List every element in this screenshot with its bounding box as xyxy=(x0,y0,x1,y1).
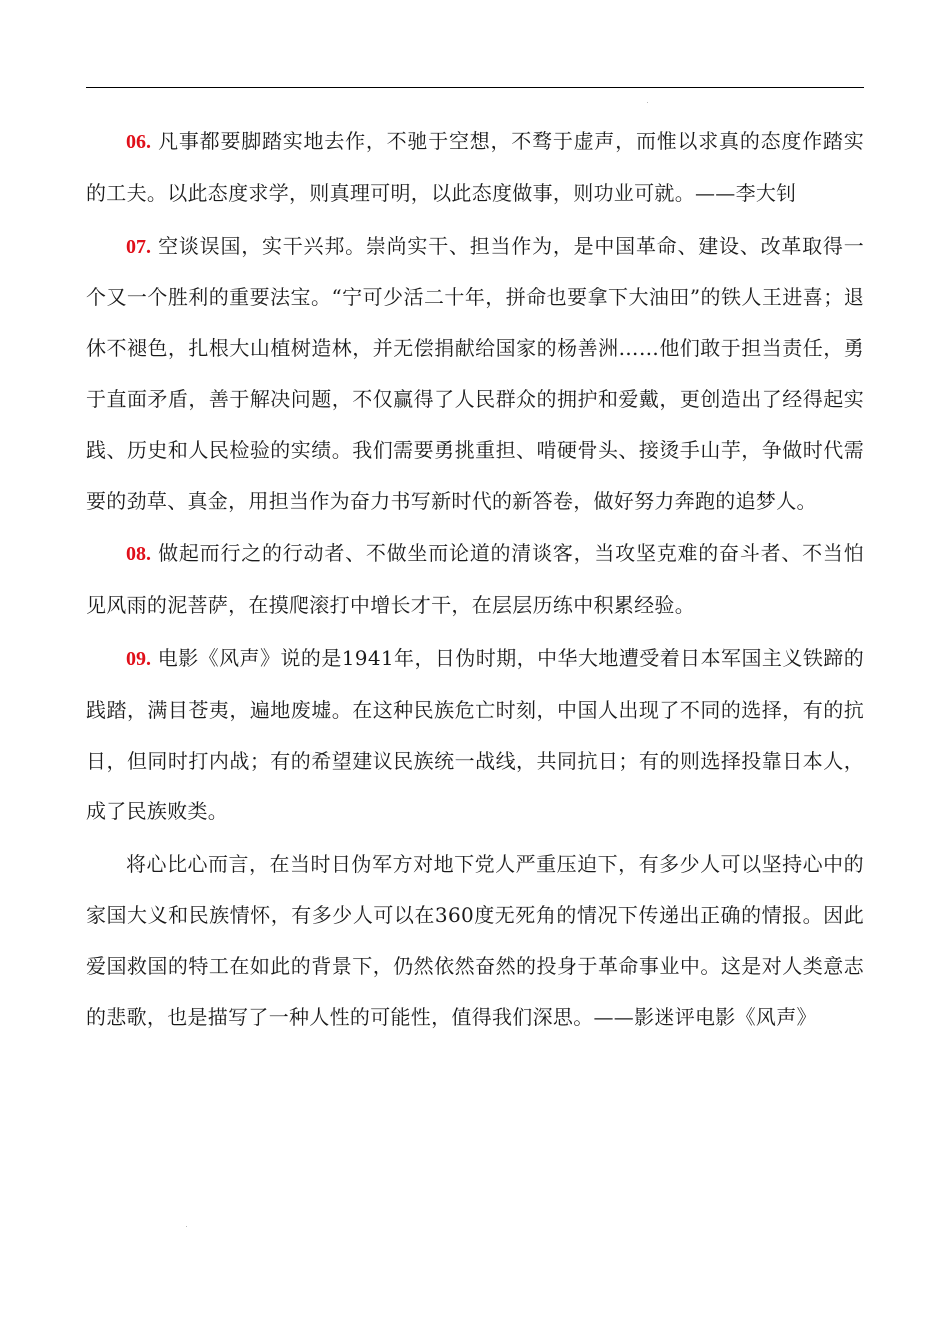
paragraph-number: 08. xyxy=(126,543,151,566)
paragraph-text: 做起而行之的行动者、不做坐而论道的清谈客，当攻坚克难的奋斗者、不当怕见风雨的泥菩萨，在摸爬滚打中增长才干，在层层历练中积累经验。 xyxy=(86,541,864,618)
paragraph-09-continued xyxy=(86,839,864,1042)
scan-speck xyxy=(186,1226,187,1227)
paragraph-06 xyxy=(86,116,864,219)
scan-speck xyxy=(647,102,648,103)
paragraph-07 xyxy=(86,221,864,527)
paragraph-09 xyxy=(86,633,864,837)
document-body xyxy=(86,116,864,1044)
paragraph-08 xyxy=(86,528,864,631)
paragraph-text: 空谈误国，实干兴邦。崇尚实干、担当作为，是中国革命、建设、改革取得一个又一个胜利的重要法宝。“宁可少活二十年，拼命也要拿下大油田”的铁人王进喜；退休不褪色，扎根大山植树造林，并无偿捐献给国家的杨善洲……他们敢于担当责任，勇于直面矛盾，善于解决问题，不仅赢得了人民群众的拥护和爱戴，更创造出了经得起实践、历史和人民检验的实绩。我们需要勇挑重担、啃硬骨头、接烫手山芋，争做时代需要的劲草、真金，用担当作为奋力书写新时代的新答卷，做好努力奔跑的追梦人。 xyxy=(86,233,864,513)
paragraph-text: 电影《风声》说的是1941年，日伪时期，中华大地遭受着日本军国主义铁蹄的践踏，满目苍夷，遍地废墟。在这种民族危亡时刻，中国人出现了不同的选择，有的抗日，但同时打内战；有的希望建议民族统一战线，共同抗日；有的则选择投靠日本人，成了民族败类。 xyxy=(86,645,864,824)
paragraph-number: 09. xyxy=(126,647,151,670)
paragraph-text: 将心比心而言，在当时日伪军方对地下党人严重压迫下，有多少人可以坚持心中的家国大义和民族情怀，有多少人可以在360度无死角的情况下传递出正确的情报。因此爱国救国的特工在如此的背景下，仍然依然奋然的投身于革命事业中。这是对人类意志的悲歌，也是描写了一种人性的可能性，值得我们深思。——影迷评电影《风声》 xyxy=(86,852,864,1029)
paragraph-number: 07. xyxy=(126,235,151,258)
header-rule xyxy=(86,87,864,88)
paragraph-text: 凡事都要脚踏实地去作，不驰于空想，不骛于虚声，而惟以求真的态度作踏实的工夫。以此态度求学，则真理可明，以此态度做事，则功业可就。——李大钊 xyxy=(86,129,864,205)
paragraph-number: 06. xyxy=(126,131,151,153)
